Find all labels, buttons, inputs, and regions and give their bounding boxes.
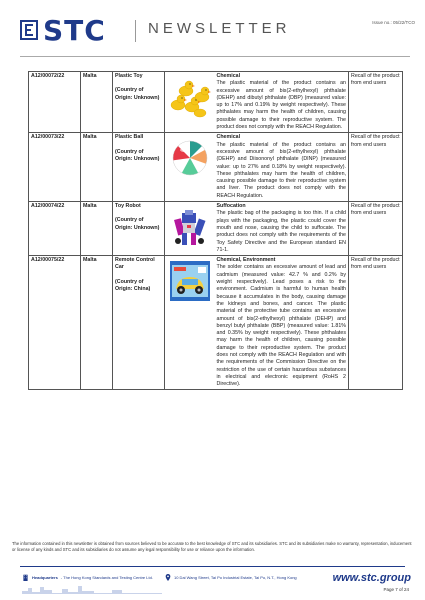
recall-table xyxy=(28,71,403,390)
measure-taken xyxy=(349,133,403,202)
risk-description-cell xyxy=(215,202,349,256)
product-cell xyxy=(113,72,165,133)
measure-taken xyxy=(349,256,403,390)
location-pin-icon xyxy=(165,574,171,581)
risk-type: Suffocation xyxy=(216,203,246,210)
product-name: Toy Robot xyxy=(115,203,141,210)
website-link[interactable]: www.stc.group xyxy=(332,572,411,584)
hq-label: Headquarters xyxy=(32,575,58,580)
risk-description: The plastic bag of the packaging is too thin. If a child plays with the packaging, the plastic could cover the mouth and nose, causing the child to suffocate. The product does not comply with the requirements of the Toy Safety Directive and the European standard EN 71-1. xyxy=(216,210,346,253)
product-image-cell xyxy=(165,133,215,202)
measure-text: Recall of the product from end users xyxy=(351,257,400,271)
risk-type: Chemical xyxy=(216,73,241,79)
product-name: Remote Control Car xyxy=(115,257,155,271)
rubber-ducks-image xyxy=(168,75,212,119)
notifying-country: Malta xyxy=(81,202,113,256)
country-of-origin: (Country of Origin: China) xyxy=(115,278,151,293)
rc-car-image xyxy=(168,259,212,303)
headquarters-info xyxy=(22,574,153,581)
notifying-country: Malta xyxy=(81,133,113,202)
product-image-cell xyxy=(165,202,215,256)
risk-description: The solder contains an excessive amount of lead and cadmium (measured value: 42.7 % and 0.2% by weight respectively). Lead poses a risk to the environment. Cadmium is harmful to human health because it accumulates in the body, causing damage the kidneys and bones, and cancer. The plastic material of the protective tube contains an excessive amount of bis(2-ethylhexyl) phthalate (DEHP) and benzyl butyl phthalate (BBP) (measured value: 1.81% and 0.35% by weight respectively). These phthalates may harm the health of children, causing possible damage to their reproductive system. The product does not comply with the REACH Regulation and with the requirements of the Commission Directive on the restriction of the use of certain hazardous substances in electrical and electronic equipment (RoHS 2 Directive). xyxy=(216,264,346,388)
header-divider xyxy=(135,20,136,42)
alert-number: A12/00074/22 xyxy=(29,202,81,256)
risk-type: Chemical xyxy=(216,134,241,141)
measure-taken xyxy=(349,202,403,256)
header-rule xyxy=(20,56,410,57)
measure-text: Recall of the product from end users xyxy=(351,203,400,217)
measure-text: Recall of the product from end users xyxy=(351,134,400,148)
alert-number: A12/00073/22 xyxy=(29,133,81,202)
risk-description: The plastic material of the product contains an excessive amount of bis(2-ethylhexyl) phthalate (DEHP) and dibutyl phthalate (DBP) (measured value: up to 17% and 0.19% by weight respectively). These phthalates may harm the health of children, causing possible damage to their reproductive system. The product does not comply with the REACH Regulation. xyxy=(216,80,346,131)
hq-name: - The Hong Kong Standards and Testing Centre Ltd. xyxy=(60,575,153,580)
measure-text: Recall of the product from end users xyxy=(351,73,400,87)
risk-description-cell xyxy=(215,133,349,202)
risk-description-cell xyxy=(215,256,349,390)
product-cell xyxy=(113,256,165,390)
risk-description: The plastic material of the product contains an excessive amount of bis(2-ethylhexyl) phthalate (DEHP) and Diisononyl phthalate (DINP) (measured value: up to 27% and 0.18% by weight respectively). These phthalates may harm the health of children, causing possible damage to their reproductive system and liver. The product does not comply with the REACH Regulation. xyxy=(216,141,346,199)
product-name: Plastic Toy xyxy=(115,73,143,79)
product-cell xyxy=(113,133,165,202)
alert-number: A12/00072/22 xyxy=(29,72,81,133)
page-number: Page 7 of 24 xyxy=(383,587,409,592)
product-name: Plastic Ball xyxy=(115,134,144,141)
risk-description-cell xyxy=(215,72,349,133)
product-image-cell xyxy=(165,72,215,133)
measure-taken xyxy=(349,72,403,133)
newsletter-header xyxy=(0,0,425,62)
building-icon xyxy=(22,574,29,581)
notifying-country: Malta xyxy=(81,72,113,133)
issue-number: Issue no.: 05/22/TCO xyxy=(372,20,415,25)
notifying-country: Malta xyxy=(81,256,113,390)
toy-robot-image xyxy=(168,205,212,249)
table-row xyxy=(29,202,403,256)
alert-number: A12/00075/22 xyxy=(29,256,81,390)
table-row xyxy=(29,72,403,133)
product-cell xyxy=(113,202,165,256)
newsletter-title: NEWSLETTER xyxy=(148,20,291,37)
address-text: 10 Dai Wang Street, Tai Po Industrial Estate, Tai Po, N.T., Hong Kong xyxy=(174,575,297,580)
address-info xyxy=(165,574,297,581)
country-of-origin: (Country of Origin: Unknown) xyxy=(115,217,160,231)
footer-rule xyxy=(20,566,405,567)
country-of-origin: (Country of Origin: Unknown) xyxy=(115,87,160,101)
disclaimer-text: The information contained in this newsletter is obtained from sources believed to be accurate to the best knowledge of STC and its subsidiaries. STC and its subsidiaries make no warranty, representation, inducement or license of any kinds and STC and its subsidiaries do not assume any legal responsibility for use or reliance upon the information. xyxy=(12,541,412,552)
product-image-cell xyxy=(165,256,215,390)
risk-type: Chemical, Environment xyxy=(216,257,276,264)
country-of-origin: (Country of Origin: Unknown) xyxy=(115,148,160,162)
beach-ball-image xyxy=(168,136,212,180)
table-row xyxy=(29,133,403,202)
skyline-graphic xyxy=(22,584,162,594)
stc-logo-text: STC xyxy=(43,14,106,47)
stc-logo-mark xyxy=(20,20,38,40)
table-row xyxy=(29,256,403,390)
